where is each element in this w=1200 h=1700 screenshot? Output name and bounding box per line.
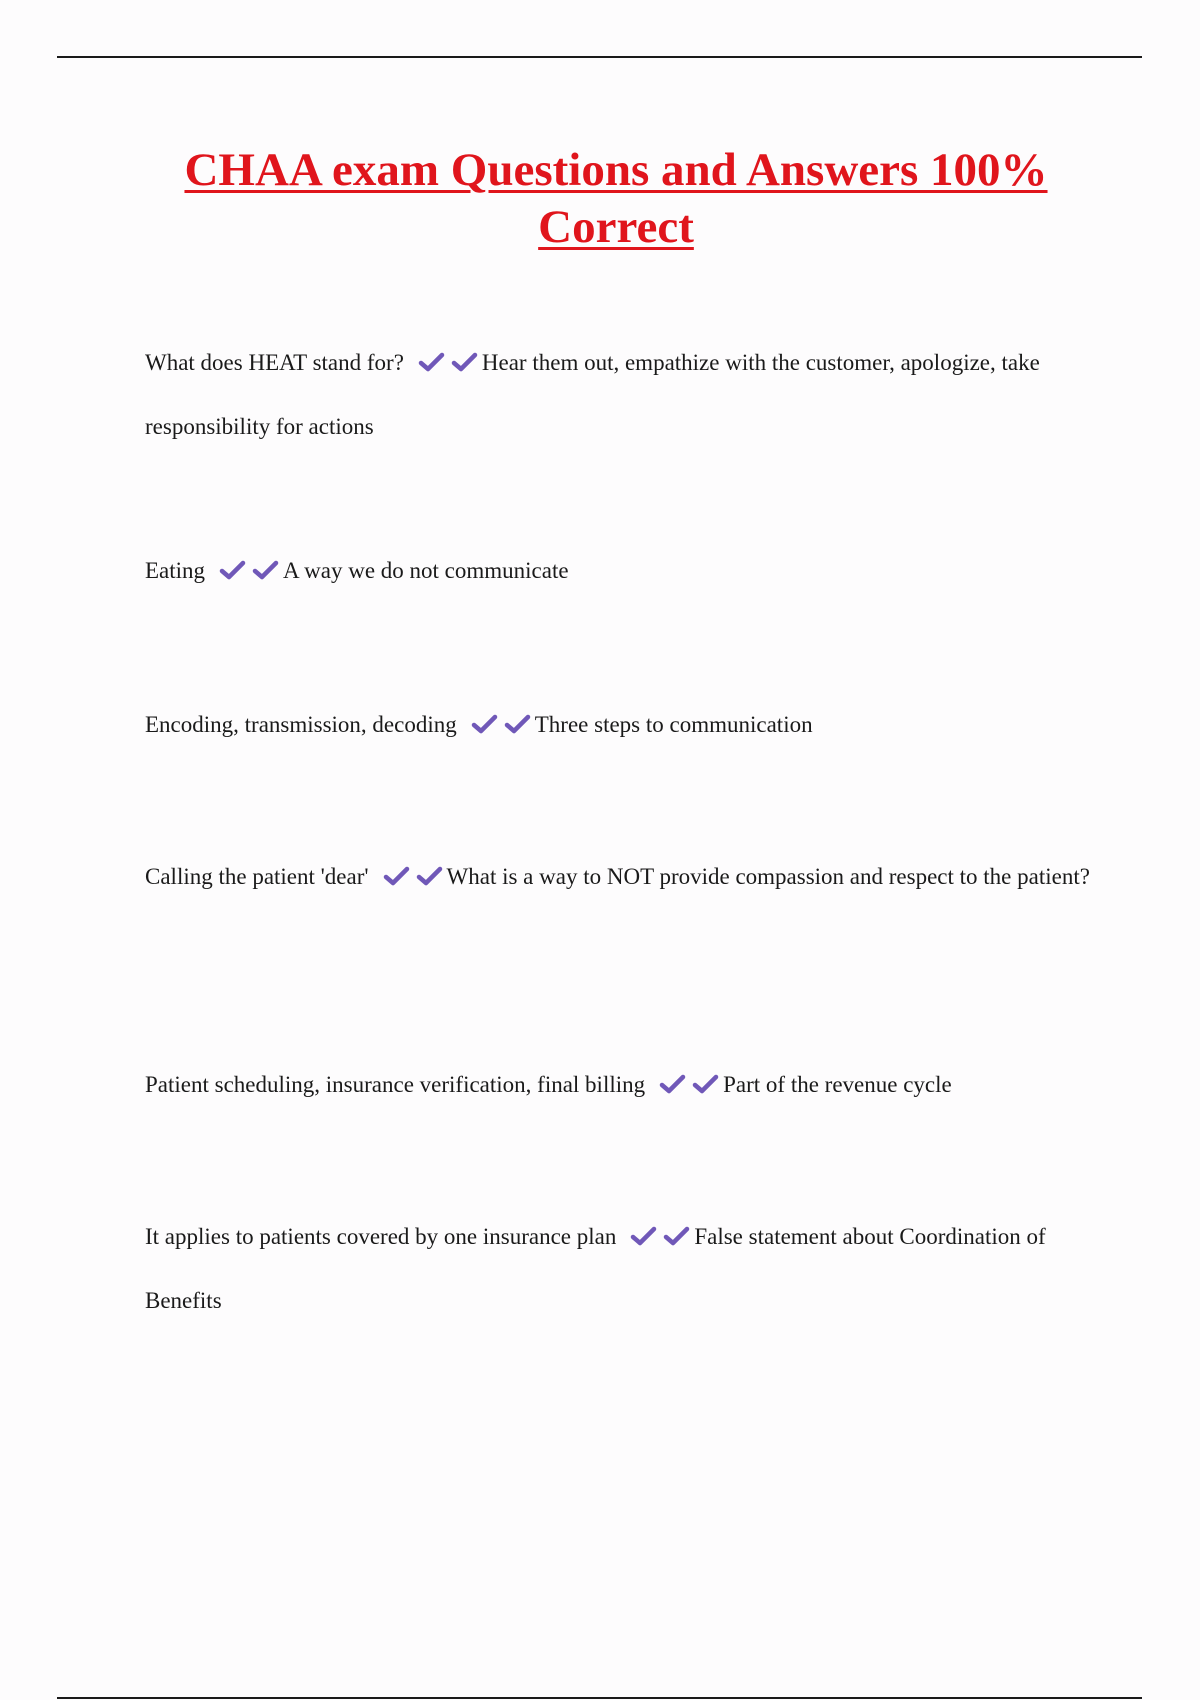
question-text: What does HEAT stand for? bbox=[145, 350, 404, 375]
answer-text: Three steps to communication bbox=[534, 712, 813, 737]
qa-item-1 bbox=[145, 332, 1105, 457]
question-text: It applies to patients covered by one insurance plan bbox=[145, 1224, 617, 1249]
answer-text: Part of the revenue cycle bbox=[723, 1072, 952, 1097]
qa-item-3 bbox=[145, 694, 1105, 758]
footer-rule bbox=[57, 1697, 1142, 1699]
double-check-icon bbox=[383, 849, 443, 910]
answer-text: What is a way to NOT provide compassion and respect to the patient? bbox=[446, 864, 1090, 889]
qa-item-5 bbox=[145, 1054, 1105, 1118]
qa-item-2 bbox=[145, 540, 1105, 604]
answer-text: A way we do not communicate bbox=[283, 558, 569, 583]
double-check-icon bbox=[418, 335, 478, 396]
document-title: CHAA exam Questions and Answers 100% Correct bbox=[184, 144, 1048, 253]
qa-item-4 bbox=[145, 846, 1105, 910]
double-check-icon bbox=[219, 543, 279, 604]
question-text: Calling the patient 'dear' bbox=[145, 864, 369, 889]
answer-text: Hear them out, empathize with the customer, apologize, take responsibility for actions bbox=[145, 350, 1040, 439]
qa-item-6 bbox=[145, 1206, 1105, 1331]
header-rule bbox=[57, 56, 1142, 58]
double-check-icon bbox=[471, 697, 531, 758]
question-text: Eating bbox=[145, 558, 206, 583]
double-check-icon bbox=[659, 1057, 719, 1118]
question-text: Encoding, transmission, decoding bbox=[145, 712, 457, 737]
double-check-icon bbox=[630, 1209, 690, 1270]
question-text: Patient scheduling, insurance verification, final billing bbox=[145, 1072, 646, 1097]
answer-text: False statement about Coordination of Benefits bbox=[145, 1224, 1046, 1313]
